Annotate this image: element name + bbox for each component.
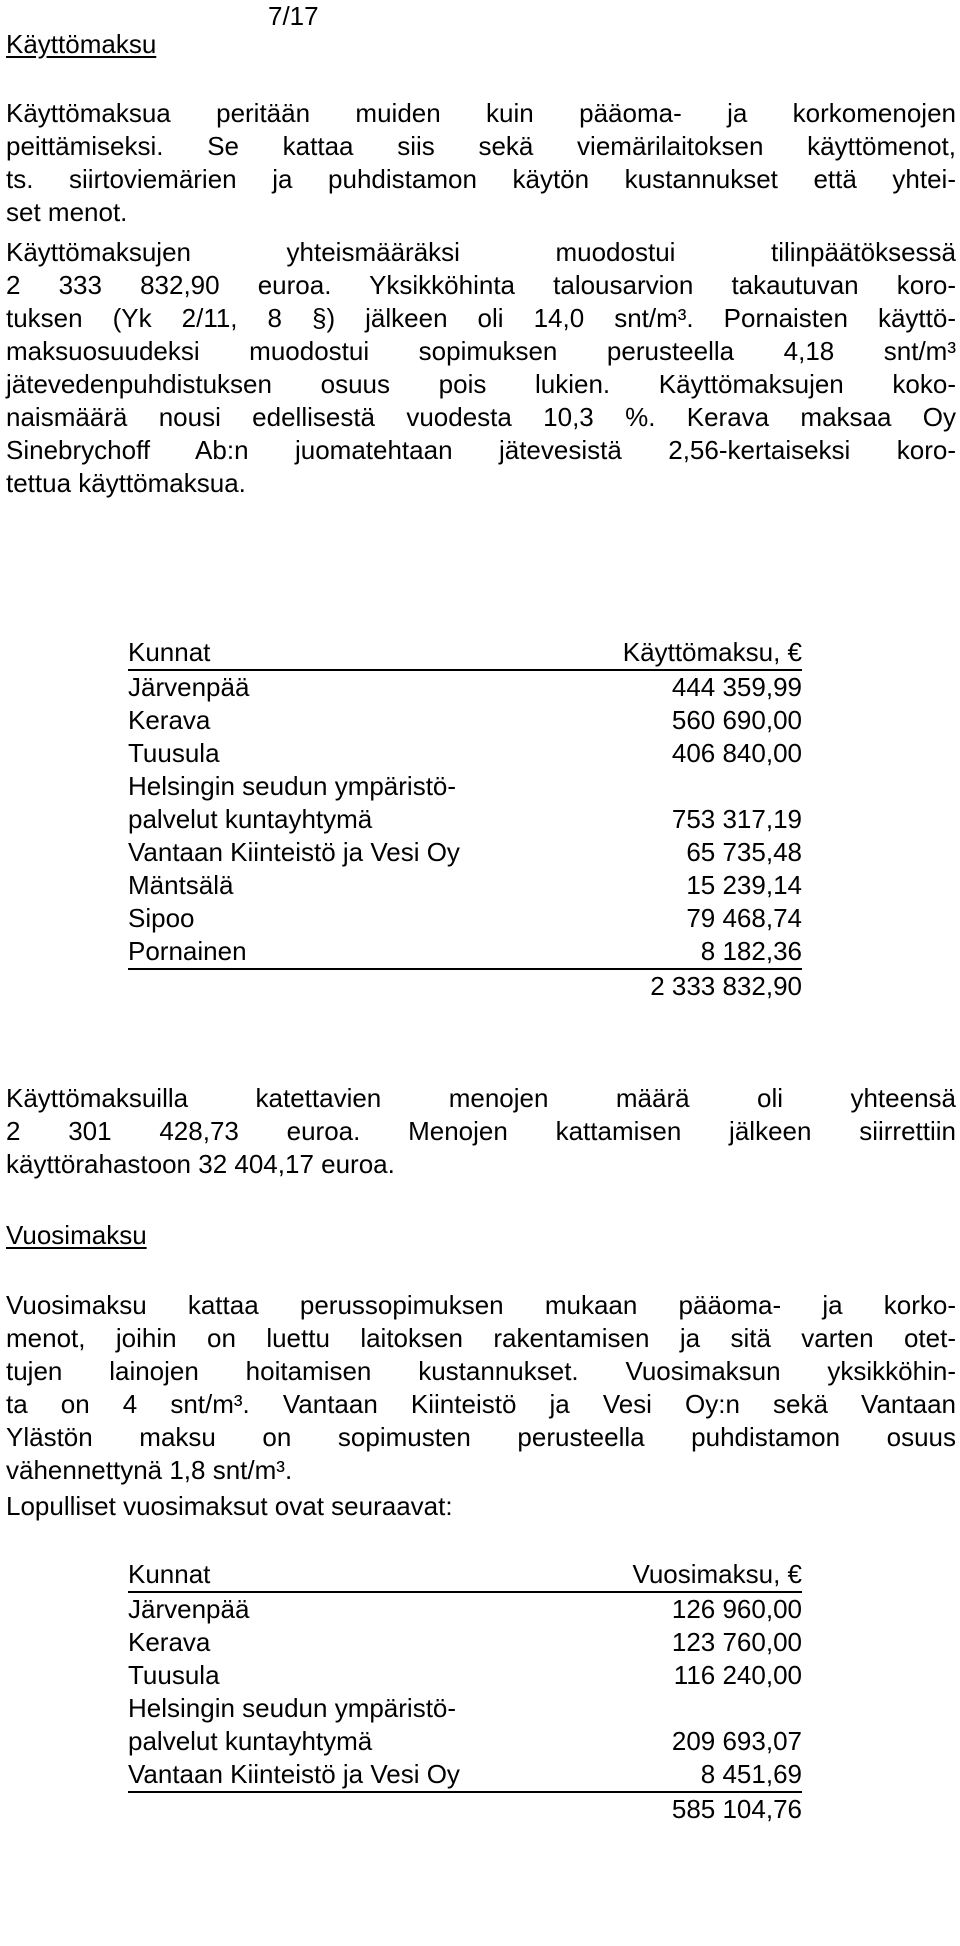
- table-row: [128, 935, 802, 970]
- table-row: [128, 704, 802, 737]
- row-value: 15 239,14: [686, 870, 802, 900]
- text-line: tuksen (Yk 2/11, 8 §) jälkeen oli 14,0 snt/m³. Pornaisten käyttö-: [6, 303, 956, 333]
- column-header-kayttomaksu: Käyttömaksu, €: [622, 637, 802, 667]
- paragraph-kayttomaksu-summary: [6, 1082, 956, 1181]
- table-row: [128, 1593, 802, 1626]
- row-value: 406 840,00: [671, 738, 802, 768]
- row-name: Mäntsälä: [128, 870, 234, 900]
- paragraph-vuosimaksu: [6, 1289, 956, 1487]
- row-name: Helsingin seudun ympäristö-: [128, 1693, 457, 1723]
- table-row: [128, 1692, 802, 1725]
- table-total: 585 104,76: [671, 1794, 802, 1824]
- vuosimaksu-table: [128, 1558, 802, 1826]
- row-value: 8 451,69: [700, 1759, 802, 1789]
- row-value: 116 240,00: [673, 1660, 802, 1690]
- row-name: Helsingin seudun ympäristö-: [128, 771, 457, 801]
- row-name: Sipoo: [128, 903, 195, 933]
- row-name: palvelut kuntayhtymä: [128, 804, 373, 834]
- text-line: Sinebrychoff Ab:n juomatehtaan jätevesistä 2,56-kertaiseksi koro-: [6, 435, 956, 465]
- text-line: set menot.: [6, 197, 128, 227]
- table-row: [128, 770, 802, 803]
- text-line: Ylästön maksu on sopimusten perusteella puhdistamon osuus: [6, 1422, 956, 1452]
- text-line: Vuosimaksu kattaa perussopimuksen mukaan pääoma- ja korko-: [6, 1290, 956, 1320]
- text-line: ts. siirtoviemärien ja puhdistamon käytön kustannukset että yhtei-: [6, 164, 956, 194]
- table-row: [128, 902, 802, 935]
- table-row: [128, 869, 802, 902]
- text-line: Käyttömaksujen yhteismääräksi muodostui tilinpäätöksessä: [6, 237, 956, 267]
- row-name: Kerava: [128, 705, 211, 735]
- page-number: 7/17: [268, 1, 319, 31]
- row-name: Vantaan Kiinteistö ja Vesi Oy: [128, 837, 460, 867]
- column-header-kunnat: Kunnat: [128, 1559, 211, 1589]
- vuosimaksu-intro: Lopulliset vuosimaksut ovat seuraavat:: [6, 1491, 453, 1521]
- table-row: [128, 1725, 802, 1758]
- column-header-kunnat: Kunnat: [128, 637, 211, 667]
- row-name: Kerava: [128, 1627, 211, 1657]
- table-header: [128, 636, 802, 671]
- row-name: Tuusula: [128, 738, 220, 768]
- text-line: Käyttömaksuilla katettavien menojen määrä oli yhteensä: [6, 1083, 956, 1113]
- row-name: Vantaan Kiinteistö ja Vesi Oy: [128, 1759, 460, 1789]
- table-total-row: [128, 1793, 802, 1826]
- table-header: [128, 1558, 802, 1593]
- text-line: jätevedenpuhdistuksen osuus pois lukien. Käyttömaksujen koko-: [6, 369, 956, 399]
- text-line: tujen lainojen hoitamisen kustannukset. Vuosimaksun yksikköhin-: [6, 1356, 956, 1386]
- row-value: 79 468,74: [686, 903, 802, 933]
- table-row: [128, 671, 802, 704]
- row-name: Pornainen: [128, 936, 247, 966]
- text-line: 2 301 428,73 euroa. Menojen kattamisen jälkeen siirrettiin: [6, 1116, 956, 1146]
- table-total-row: [128, 970, 802, 1003]
- text-line: naismäärä nousi edellisestä vuodesta 10,3 %. Kerava maksaa Oy: [6, 402, 956, 432]
- table-total: 2 333 832,90: [650, 971, 802, 1001]
- text-line: menot, joihin on luettu laitoksen rakentamisen ja sitä varten otet-: [6, 1323, 956, 1353]
- paragraph-kayttomaksu-details: [6, 236, 956, 500]
- section-heading-vuosimaksu: Vuosimaksu: [6, 1220, 147, 1250]
- table-row: [128, 1626, 802, 1659]
- row-value: 123 760,00: [671, 1627, 802, 1657]
- row-value: 8 182,36: [700, 936, 802, 966]
- text-line: maksuosuudeksi muodostui sopimuksen perusteella 4,18 snt/m³: [6, 336, 956, 366]
- text-line: Käyttömaksua peritään muiden kuin pääoma- ja korkomenojen: [6, 98, 956, 128]
- text-line: käyttörahastoon 32 404,17 euroa.: [6, 1149, 395, 1179]
- row-name: Tuusula: [128, 1660, 220, 1690]
- row-value: 444 359,99: [671, 672, 802, 702]
- text-line: tettua käyttömaksua.: [6, 468, 246, 498]
- row-name: Järvenpää: [128, 1594, 250, 1624]
- row-value: 126 960,00: [671, 1594, 802, 1624]
- text-line: vähennettynä 1,8 snt/m³.: [6, 1455, 293, 1485]
- text-line: 2 333 832,90 euroa. Yksikköhinta talousarvion takautuvan koro-: [6, 270, 956, 300]
- row-value: 65 735,48: [686, 837, 802, 867]
- table-row: [128, 737, 802, 770]
- table-row: [128, 803, 802, 836]
- row-value: 209 693,07: [671, 1726, 802, 1756]
- row-value: 753 317,19: [671, 804, 802, 834]
- text-line: ta on 4 snt/m³. Vantaan Kiinteistö ja Vesi Oy:n sekä Vantaan: [6, 1389, 956, 1419]
- table-row: [128, 836, 802, 869]
- row-value: 560 690,00: [671, 705, 802, 735]
- column-header-vuosimaksu: Vuosimaksu, €: [632, 1559, 802, 1589]
- kayttomaksu-table: [128, 636, 802, 1003]
- section-heading-kayttomaksu: Käyttömaksu: [6, 29, 157, 59]
- text-line: peittämiseksi. Se kattaa siis sekä viemärilaitoksen käyttömenot,: [6, 131, 956, 161]
- row-name: Järvenpää: [128, 672, 250, 702]
- table-row: [128, 1659, 802, 1692]
- paragraph-kayttomaksu-intro: [6, 97, 956, 229]
- table-row: [128, 1758, 802, 1793]
- row-name: palvelut kuntayhtymä: [128, 1726, 373, 1756]
